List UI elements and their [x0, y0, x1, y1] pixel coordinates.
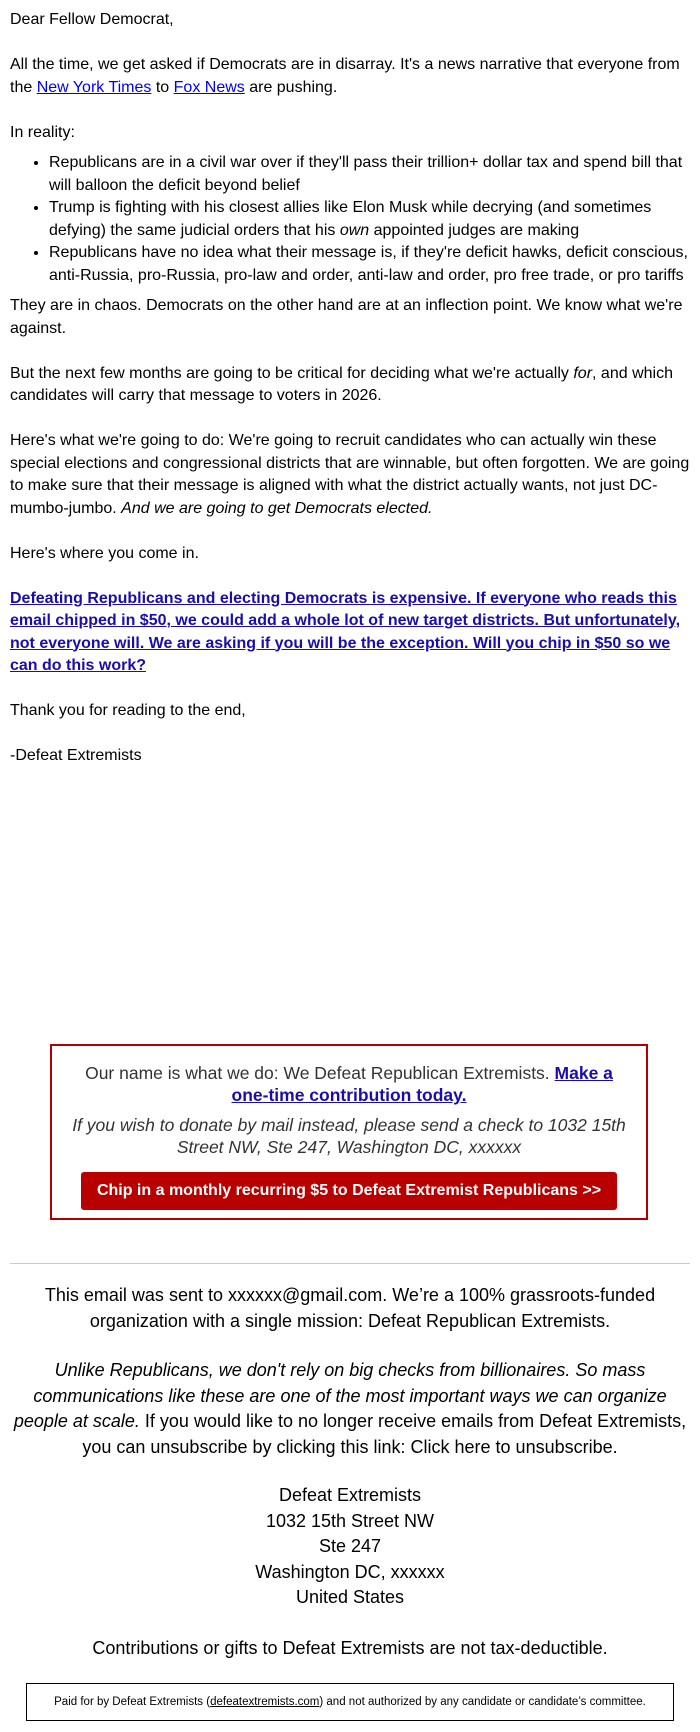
critical-paragraph: [10, 363, 696, 408]
promo-tagline: Our name is what we do: We Defeat Republican Extremists.: [85, 1063, 555, 1083]
email-content: [10, 9, 696, 790]
for-emphasis: for: [573, 364, 593, 382]
donation-promo-box: [50, 1044, 648, 1220]
unlike-emphasis: Unlike Republicans, we don't rely on big checks from billionaires. So mass communications like these are one of the most important ways we can organize people at scale.: [13, 1360, 667, 1431]
paid-for-text-after: ) and not authorized by any candidate or candidate’s committee.: [319, 1696, 646, 1708]
cta-paragraph: [10, 588, 696, 678]
in-reality-heading: In reality:: [10, 123, 75, 141]
footer-divider: [10, 1263, 690, 1264]
defeatextremists-link[interactable]: defeatextremists.com: [210, 1696, 320, 1708]
list-item-text: Trump is fighting with his closest allies like Elon Musk while decrying (and sometimes defying) the same judicial orders that his: [49, 199, 652, 239]
fox-news-link[interactable]: Fox News: [173, 78, 245, 96]
list-item: [49, 197, 696, 242]
unsubscribe-text[interactable]: If you would like to no longer receive emails from Defeat Extremists, you can unsubscribe by clicking this link: Click here to unsubscribe.: [82, 1411, 687, 1457]
intro-text-before: All the time, we get asked if Democrats are in disarray. It's a news narrative that everyone from the: [10, 56, 680, 96]
reality-list: [10, 152, 696, 287]
list-item: • Republicans are in a civil war over if they'll pass their trillion+ dollar tax and spend bill that will balloon the deficit beyond belief: [49, 152, 696, 197]
sent-to-text: This email was sent to xxxxxx@gmail.com. We’re a 100% grassroots-funded organization with a single mission: Defeat Republican Extremists.: [44, 1285, 656, 1331]
footer-address: [10, 1483, 690, 1611]
footer-unsubscribe: [10, 1358, 690, 1460]
paid-for-text-before: Paid for by Defeat Extremists (: [54, 1696, 211, 1708]
tax-disclaimer: Contributions or gifts to Defeat Extremists are not tax-deductible.: [92, 1638, 608, 1658]
chaos-paragraph: They are in chaos. Democrats on the other hand are at an inflection point. We know what we're against.: [10, 297, 683, 337]
footer-sent-to: [10, 1283, 690, 1334]
plan-text: Here's what we're going to do: We're going to recruit candidates who can actually win these special elections and congressional districts that are winnable, but often forgotten. We are going to make sure that their message is aligned with what the district actually wants, not just DC-mumbo-jumbo.: [10, 432, 690, 517]
donate-cta-link[interactable]: Defeating Republicans and electing Democrats is expensive. If everyone who reads this email chipped in $50, we could add a whole lot of new target districts. But unfortunately, not everyone will. We are asking if you will be the exception. Will you chip in $50 so we can do this work?: [10, 589, 681, 674]
footer-tax: [10, 1636, 690, 1662]
address-city: Washington DC, xxxxxx: [255, 1561, 445, 1582]
one-time-contribution-link[interactable]: Make a one-time contribution today.: [231, 1063, 613, 1105]
signature: -Defeat Extremists: [10, 747, 142, 764]
monthly-recurring-button[interactable]: Chip in a monthly recurring $5 to Defeat Extremist Republicans >>: [81, 1172, 617, 1210]
list-item: • Republicans have no idea what their message is, if they're deficit hawks, deficit conscious, anti-Russia, pro-Russia, pro-law and order, anti-law and order, pro free trade, or pro tariffs: [49, 242, 696, 287]
intro-text-after: are pushing.: [244, 78, 338, 96]
address-country: United States: [295, 1587, 405, 1607]
promo-text: [72, 1062, 626, 1106]
list-item-text: appointed judges are making: [369, 221, 580, 239]
come-in-paragraph: Here's where you come in.: [10, 544, 199, 562]
intro-paragraph: [10, 54, 696, 99]
intro-text-middle: to: [151, 78, 174, 96]
paid-for-disclaimer: [26, 1683, 674, 1721]
plan-paragraph: [10, 430, 696, 520]
own-emphasis: own: [339, 221, 370, 239]
critical-text-after: , and which candidates will carry that message to voters in 2026.: [10, 364, 673, 404]
thanks-paragraph: Thank you for reading to the end,: [10, 702, 246, 719]
address-suite: Ste 247: [318, 1536, 382, 1556]
mail-donation-text: If you wish to donate by mail instead, please send a check to 1032 15th Street NW, Ste 247, Washington DC, xxxxxx: [72, 1115, 626, 1157]
address-street: 1032 15th Street NW: [265, 1510, 435, 1531]
plan-emphasis: And we are going to get Democrats elected.: [121, 499, 433, 517]
new-york-times-link[interactable]: New York Times: [36, 78, 152, 96]
unsubscribe-paragraph: [10, 1358, 690, 1460]
greeting: Dear Fellow Democrat,: [10, 11, 174, 28]
critical-text-before: But the next few months are going to be critical for deciding what we're actually: [10, 364, 574, 382]
address-name: Defeat Extremists: [278, 1485, 422, 1505]
